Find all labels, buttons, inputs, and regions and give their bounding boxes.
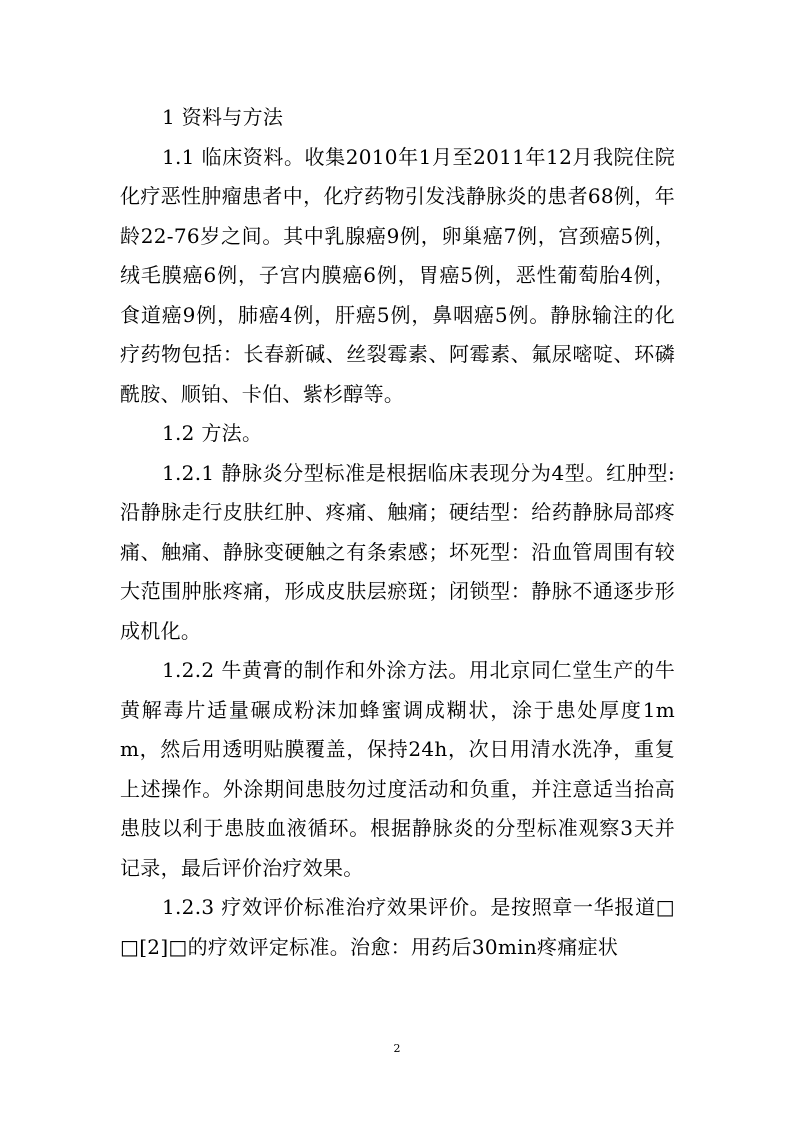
subsection-heading-method: 1.2 方法。 [162,421,263,445]
paragraph-clinical-data: 1.1 临床资料。收集2010年1月至2011年12月我院住院化疗恶性肿瘤患者中，化疗药物引发浅静脉炎的患者68例，年龄22-76岁之间。其中乳腺癌9例，卵巢癌7例，宫颈癌5例，绒毛膜癌6例，子宫内膜癌6例，胃癌5例，恶性葡萄胎4例，食道癌9例，肺癌4例，肝癌5例，鼻咽癌5例。静脉输注的化疗药物包括：长春新碱、丝裂霉素、阿霉素、氟尿嘧啶、环磷酰胺、顺铂、卡伯、紫杉醇等。 [120,144,675,406]
paragraph-classification-standard: 1.2.1 静脉炎分型标准是根据临床表现分为4型。红肿型:沿静脉走行皮肤红肿、疼痛、触痛；硬结型：给药静脉局部疼痛、触痛、静脉变硬触之有条索感；坏死型：沿血管周围有较大范围肿胀疼痛，形成皮肤层瘀斑；闭锁型：静脉不通逐步形成机化。 [120,460,675,643]
paragraph-efficacy-evaluation: 1.2.3 疗效评价标准治疗效果评价。是按照章一华报道□□[2]□的疗效评定标准。治愈：用药后30min疼痛症状 [120,895,675,959]
paragraph-ointment-preparation: 1.2.2 牛黄膏的制作和外涂方法。用北京同仁堂生产的牛黄解毒片适量碾成粉沫加蜂蜜调成糊状，涂于患处厚度1mm，然后用透明贴膜覆盖，保持24h，次日用清水洗净，重复上述操作。外涂期间患肢勿过度活动和负重，并注意适当抬高患肢以利于患肢血液循环。根据静脉炎的分型标准观察3天并记录，最后评价治疗效果。 [120,658,675,880]
page-number: 2 [393,1042,401,1055]
document-body [120,98,675,967]
section-heading-methods: 1 资料与方法 [162,105,284,129]
